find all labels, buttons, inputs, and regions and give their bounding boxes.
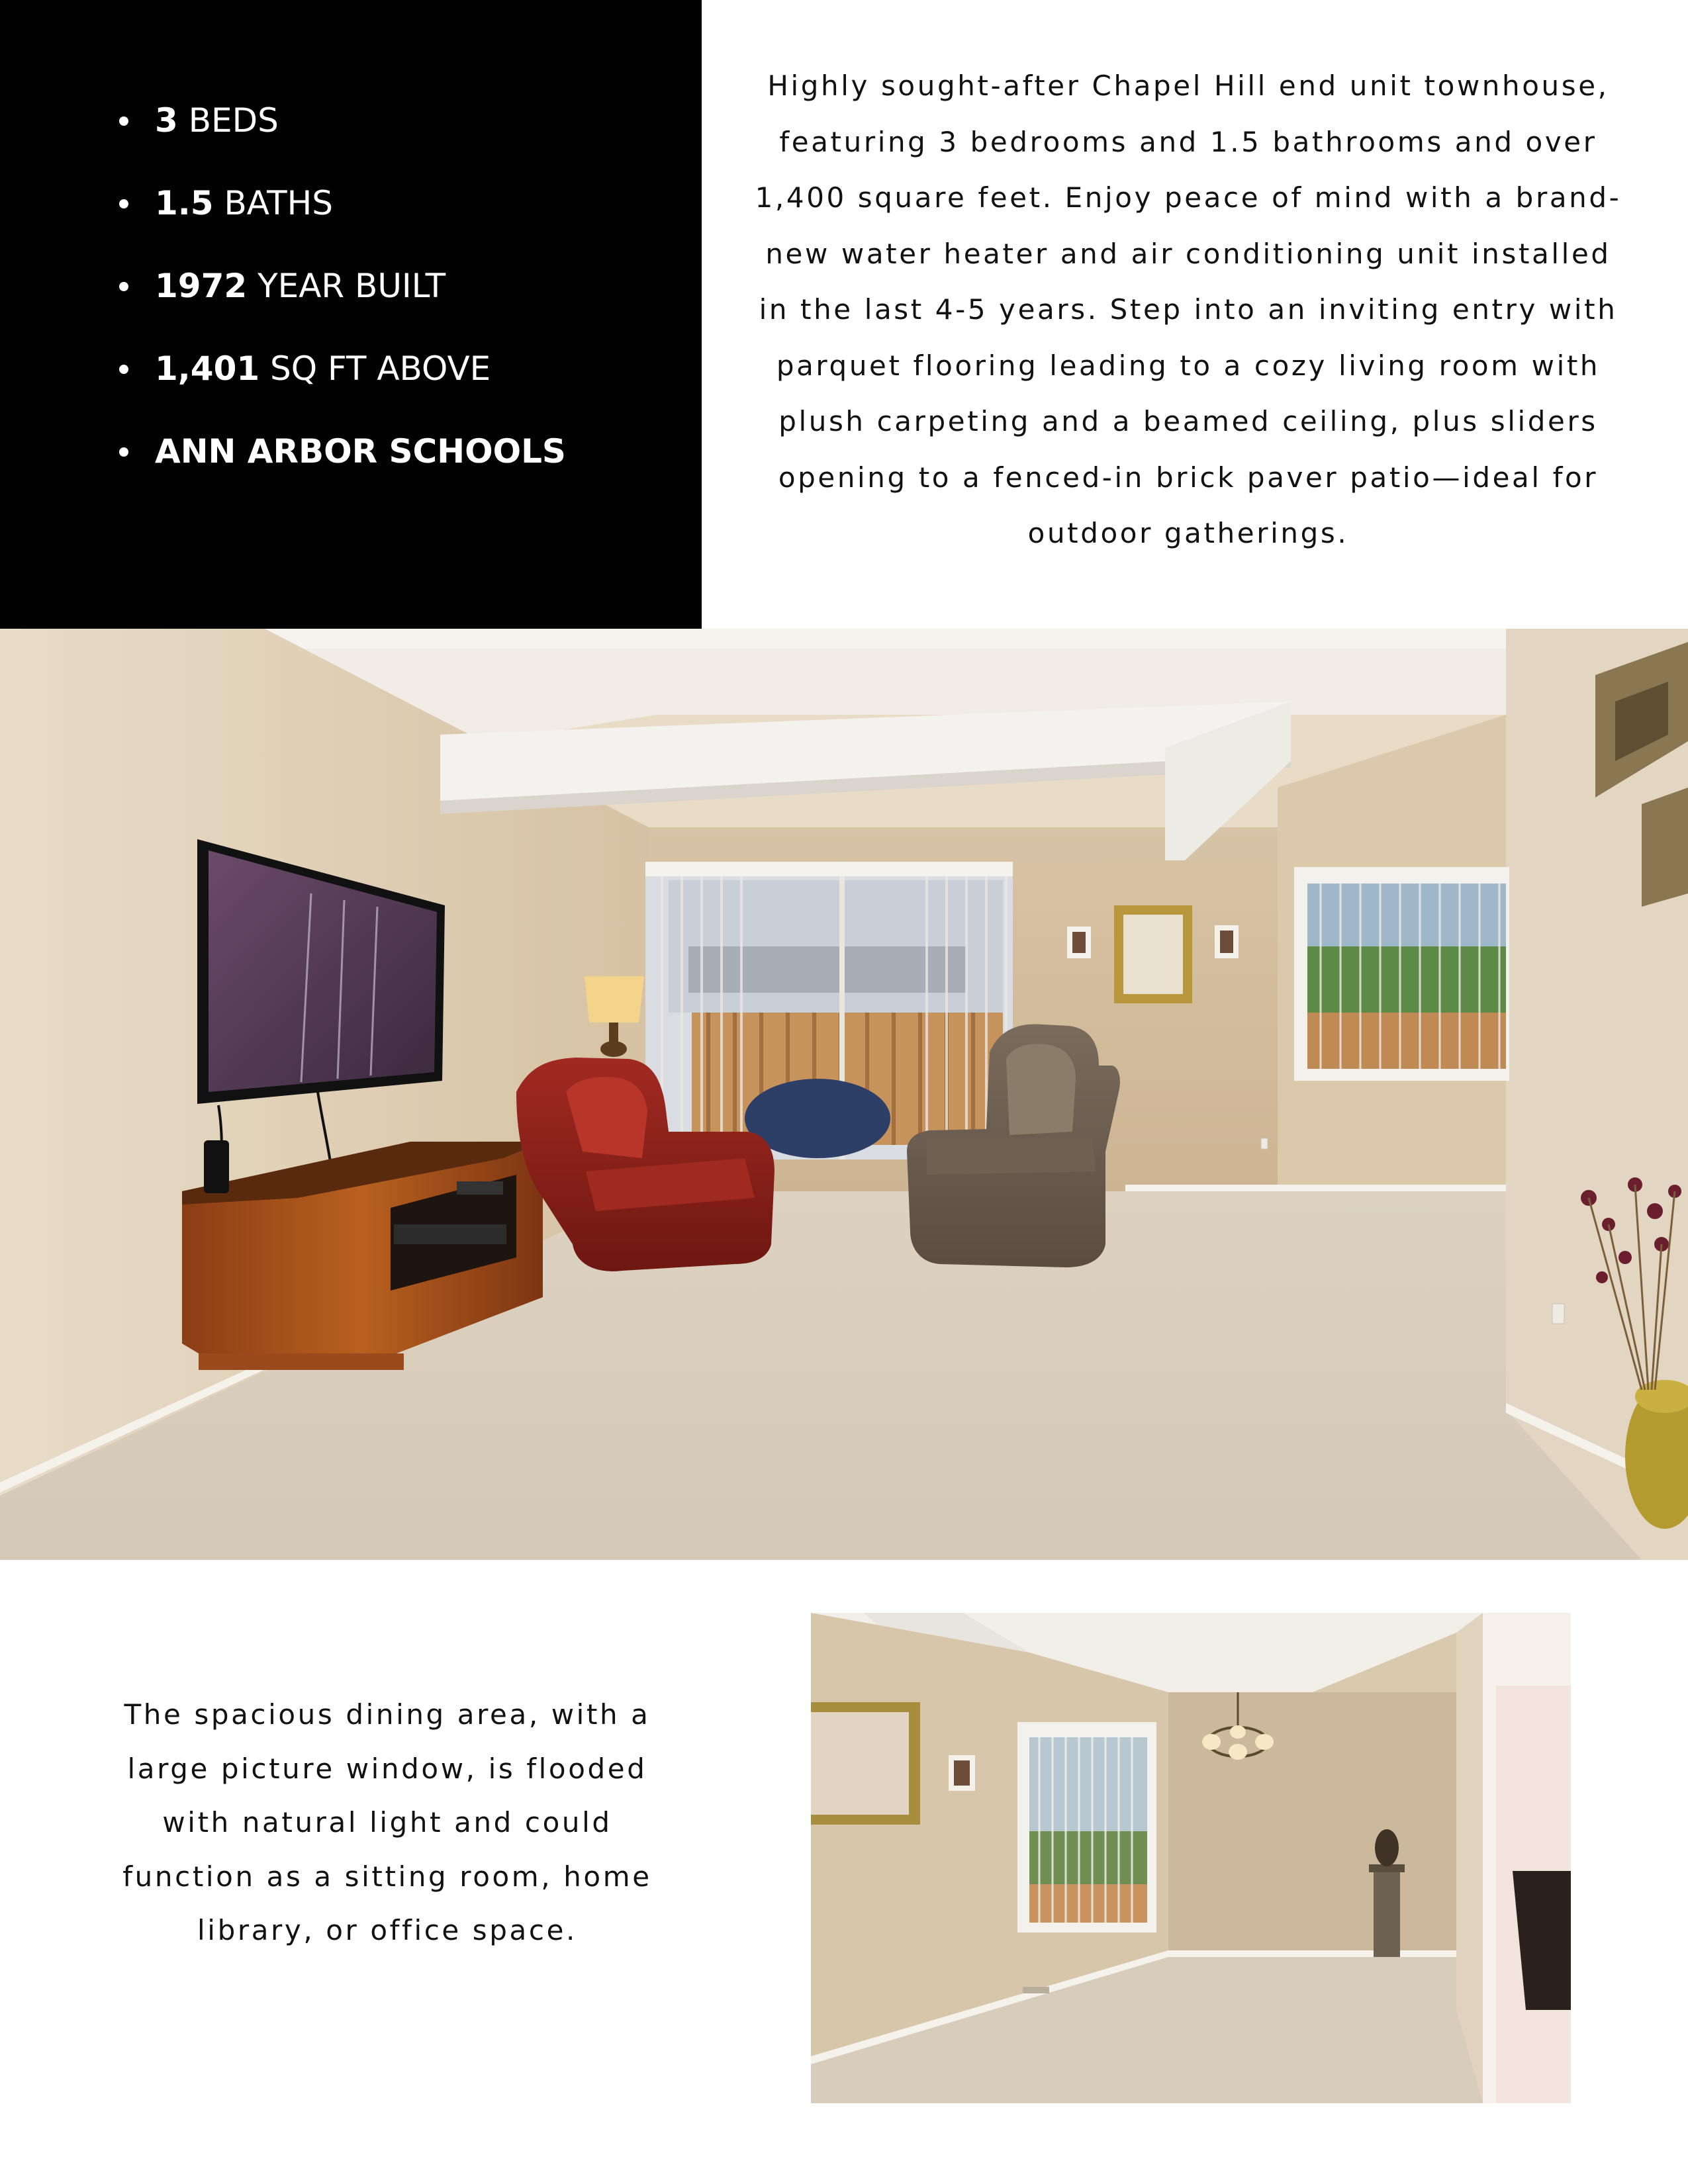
feature-baths-value: 1.5 <box>155 184 214 222</box>
living-room-photo <box>0 629 1688 1560</box>
dining-description: The spacious dining area, with a large picture window, is flooded with natural light and could function as a sitting room, home library, or office space. <box>122 1698 652 1946</box>
feature-baths <box>119 177 566 259</box>
feature-year-built <box>119 259 566 342</box>
feature-sqft-value: 1,401 <box>155 349 260 388</box>
feature-schools-label: ANN ARBOR SCHOOLS <box>155 432 566 471</box>
features-list <box>119 94 566 508</box>
feature-year-value: 1972 <box>155 267 248 305</box>
feature-beds-value: 3 <box>155 101 178 140</box>
feature-beds <box>119 94 566 177</box>
feature-schools <box>119 425 566 508</box>
feature-sqft <box>119 342 566 425</box>
living-room-illustration <box>0 629 1688 1560</box>
feature-sqft-label: SQ FT ABOVE <box>259 349 491 388</box>
dining-room-photo <box>811 1613 1571 2103</box>
feature-year-label: YEAR BUILT <box>247 267 446 305</box>
feature-beds-label: BEDS <box>177 101 279 140</box>
features-panel <box>0 0 702 629</box>
dining-room-illustration <box>811 1613 1571 2103</box>
intro-description: Highly sought-after Chapel Hill end unit townhouse, featuring 3 bedrooms and 1.5 bathrooms and over 1,400 square feet. Enjoy peace of mind with a brand-new water heater and air conditioning unit installed in the last 4-5 years. Step into an inviting entry with parquet flooring leading to a cozy living room with plush carpeting and a beamed ceiling, plus sliders opening to a fenced-in brick paver patio—ideal for outdoor gatherings. <box>755 69 1622 549</box>
feature-baths-label: BATHS <box>213 184 333 222</box>
